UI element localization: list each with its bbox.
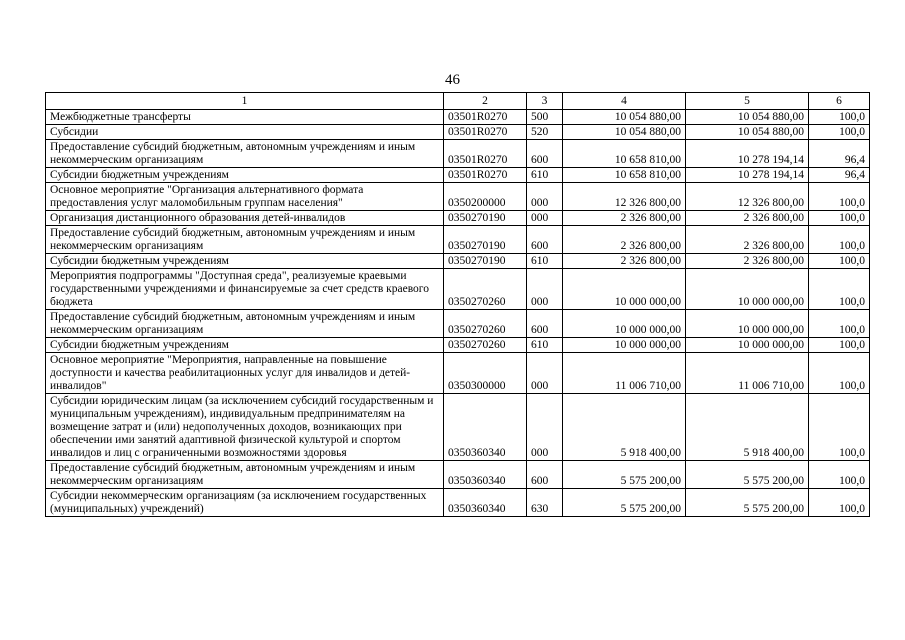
row-expense-type-cell: 000 <box>527 211 563 226</box>
row-percent-cell: 100,0 <box>809 461 870 489</box>
column-header: 6 <box>809 93 870 110</box>
row-planned-amount-cell: 10 000 000,00 <box>563 338 686 353</box>
table-row <box>46 310 870 338</box>
row-percent-cell: 96,4 <box>809 168 870 183</box>
row-code-cell: 0350360340 <box>444 394 527 461</box>
row-percent-cell: 100,0 <box>809 489 870 517</box>
table-row <box>46 125 870 140</box>
row-expense-type-cell: 610 <box>527 254 563 269</box>
row-name-cell: Субсидии некоммерческим организациям (за исключением государственных (муниципальных) учреждений) <box>46 489 444 517</box>
row-name-cell: Предоставление субсидий бюджетным, автономным учреждениям и иным некоммерческим организациям <box>46 226 444 254</box>
row-actual-amount-cell: 5 575 200,00 <box>686 489 809 517</box>
page-number: 46 <box>445 72 460 88</box>
row-code-cell: 0350200000 <box>444 183 527 211</box>
table-row <box>46 269 870 310</box>
row-code-cell: 03501R0270 <box>444 168 527 183</box>
row-percent-cell: 100,0 <box>809 183 870 211</box>
column-header: 4 <box>563 93 686 110</box>
row-name-cell: Субсидии бюджетным учреждениям <box>46 338 444 353</box>
row-percent-cell: 100,0 <box>809 353 870 394</box>
row-planned-amount-cell: 10 000 000,00 <box>563 310 686 338</box>
row-actual-amount-cell: 10 278 194,14 <box>686 140 809 168</box>
table-row <box>46 353 870 394</box>
row-percent-cell: 96,4 <box>809 140 870 168</box>
row-actual-amount-cell: 5 918 400,00 <box>686 394 809 461</box>
row-expense-type-cell: 000 <box>527 183 563 211</box>
row-expense-type-cell: 600 <box>527 461 563 489</box>
row-name-cell: Основное мероприятие "Организация альтернативного формата предоставления услуг маломобильным группам населения" <box>46 183 444 211</box>
table-row <box>46 168 870 183</box>
row-percent-cell: 100,0 <box>809 125 870 140</box>
row-actual-amount-cell: 5 575 200,00 <box>686 461 809 489</box>
row-actual-amount-cell: 10 000 000,00 <box>686 338 809 353</box>
table-row <box>46 140 870 168</box>
column-header: 2 <box>444 93 527 110</box>
row-planned-amount-cell: 12 326 800,00 <box>563 183 686 211</box>
table-row <box>46 226 870 254</box>
row-percent-cell: 100,0 <box>809 254 870 269</box>
row-planned-amount-cell: 10 054 880,00 <box>563 110 686 125</box>
row-actual-amount-cell: 10 054 880,00 <box>686 125 809 140</box>
row-code-cell: 0350270260 <box>444 269 527 310</box>
column-header: 1 <box>46 93 444 110</box>
row-name-cell: Предоставление субсидий бюджетным, автономным учреждениям и иным некоммерческим организациям <box>46 140 444 168</box>
row-actual-amount-cell: 10 000 000,00 <box>686 269 809 310</box>
row-code-cell: 0350360340 <box>444 461 527 489</box>
row-name-cell: Основное мероприятие "Мероприятия, направленные на повышение доступности и качества реабилитационных услуг для инвалидов и детей-инвалидов" <box>46 353 444 394</box>
row-code-cell: 03501R0270 <box>444 110 527 125</box>
row-planned-amount-cell: 2 326 800,00 <box>563 226 686 254</box>
table-row <box>46 110 870 125</box>
table-row <box>46 183 870 211</box>
row-expense-type-cell: 630 <box>527 489 563 517</box>
row-percent-cell: 100,0 <box>809 110 870 125</box>
table-row <box>46 461 870 489</box>
row-actual-amount-cell: 10 054 880,00 <box>686 110 809 125</box>
row-code-cell: 0350270260 <box>444 338 527 353</box>
row-percent-cell: 100,0 <box>809 269 870 310</box>
row-code-cell: 0350270190 <box>444 254 527 269</box>
table-row <box>46 254 870 269</box>
table-row <box>46 394 870 461</box>
row-planned-amount-cell: 10 000 000,00 <box>563 269 686 310</box>
row-name-cell: Межбюджетные трансферты <box>46 110 444 125</box>
row-actual-amount-cell: 12 326 800,00 <box>686 183 809 211</box>
row-planned-amount-cell: 5 575 200,00 <box>563 489 686 517</box>
row-expense-type-cell: 610 <box>527 168 563 183</box>
row-percent-cell: 100,0 <box>809 211 870 226</box>
row-name-cell: Предоставление субсидий бюджетным, автономным учреждениям и иным некоммерческим организациям <box>46 310 444 338</box>
budget-table <box>45 92 870 517</box>
row-actual-amount-cell: 2 326 800,00 <box>686 211 809 226</box>
row-planned-amount-cell: 2 326 800,00 <box>563 211 686 226</box>
row-expense-type-cell: 500 <box>527 110 563 125</box>
row-actual-amount-cell: 11 006 710,00 <box>686 353 809 394</box>
row-name-cell: Субсидии <box>46 125 444 140</box>
row-expense-type-cell: 520 <box>527 125 563 140</box>
row-code-cell: 03501R0270 <box>444 125 527 140</box>
row-name-cell: Субсидии юридическим лицам (за исключением субсидий государственным и муниципальным учреждениям), индивидуальным предпринимателям на возмещение затрат и (или) недополученных доходов, возникающих при обеспечении ими занятий адаптивной физической культурой и спортом инвалидов и лиц с ограниченными возможностями здоровья <box>46 394 444 461</box>
row-actual-amount-cell: 2 326 800,00 <box>686 226 809 254</box>
row-code-cell: 0350270190 <box>444 226 527 254</box>
table-row <box>46 489 870 517</box>
row-planned-amount-cell: 2 326 800,00 <box>563 254 686 269</box>
column-header: 3 <box>527 93 563 110</box>
table-row <box>46 211 870 226</box>
row-expense-type-cell: 000 <box>527 353 563 394</box>
row-name-cell: Субсидии бюджетным учреждениям <box>46 168 444 183</box>
row-expense-type-cell: 000 <box>527 394 563 461</box>
row-expense-type-cell: 610 <box>527 338 563 353</box>
row-planned-amount-cell: 5 575 200,00 <box>563 461 686 489</box>
column-header: 5 <box>686 93 809 110</box>
row-planned-amount-cell: 10 658 810,00 <box>563 168 686 183</box>
row-actual-amount-cell: 10 000 000,00 <box>686 310 809 338</box>
row-code-cell: 0350360340 <box>444 489 527 517</box>
row-planned-amount-cell: 10 054 880,00 <box>563 125 686 140</box>
row-planned-amount-cell: 10 658 810,00 <box>563 140 686 168</box>
row-percent-cell: 100,0 <box>809 338 870 353</box>
table-header-row <box>46 93 870 110</box>
row-planned-amount-cell: 5 918 400,00 <box>563 394 686 461</box>
row-expense-type-cell: 600 <box>527 140 563 168</box>
row-code-cell: 03501R0270 <box>444 140 527 168</box>
row-percent-cell: 100,0 <box>809 226 870 254</box>
row-planned-amount-cell: 11 006 710,00 <box>563 353 686 394</box>
row-actual-amount-cell: 10 278 194,14 <box>686 168 809 183</box>
row-name-cell: Мероприятия подпрограммы "Доступная среда", реализуемые краевыми государственными учреждениями и финансируемые за счет средств краевого бюджета <box>46 269 444 310</box>
row-expense-type-cell: 600 <box>527 226 563 254</box>
row-percent-cell: 100,0 <box>809 310 870 338</box>
row-expense-type-cell: 000 <box>527 269 563 310</box>
row-name-cell: Организация дистанционного образования детей-инвалидов <box>46 211 444 226</box>
row-expense-type-cell: 600 <box>527 310 563 338</box>
row-percent-cell: 100,0 <box>809 394 870 461</box>
row-code-cell: 0350270260 <box>444 310 527 338</box>
row-name-cell: Предоставление субсидий бюджетным, автономным учреждениям и иным некоммерческим организациям <box>46 461 444 489</box>
row-actual-amount-cell: 2 326 800,00 <box>686 254 809 269</box>
table-row <box>46 338 870 353</box>
row-code-cell: 0350300000 <box>444 353 527 394</box>
row-code-cell: 0350270190 <box>444 211 527 226</box>
row-name-cell: Субсидии бюджетным учреждениям <box>46 254 444 269</box>
